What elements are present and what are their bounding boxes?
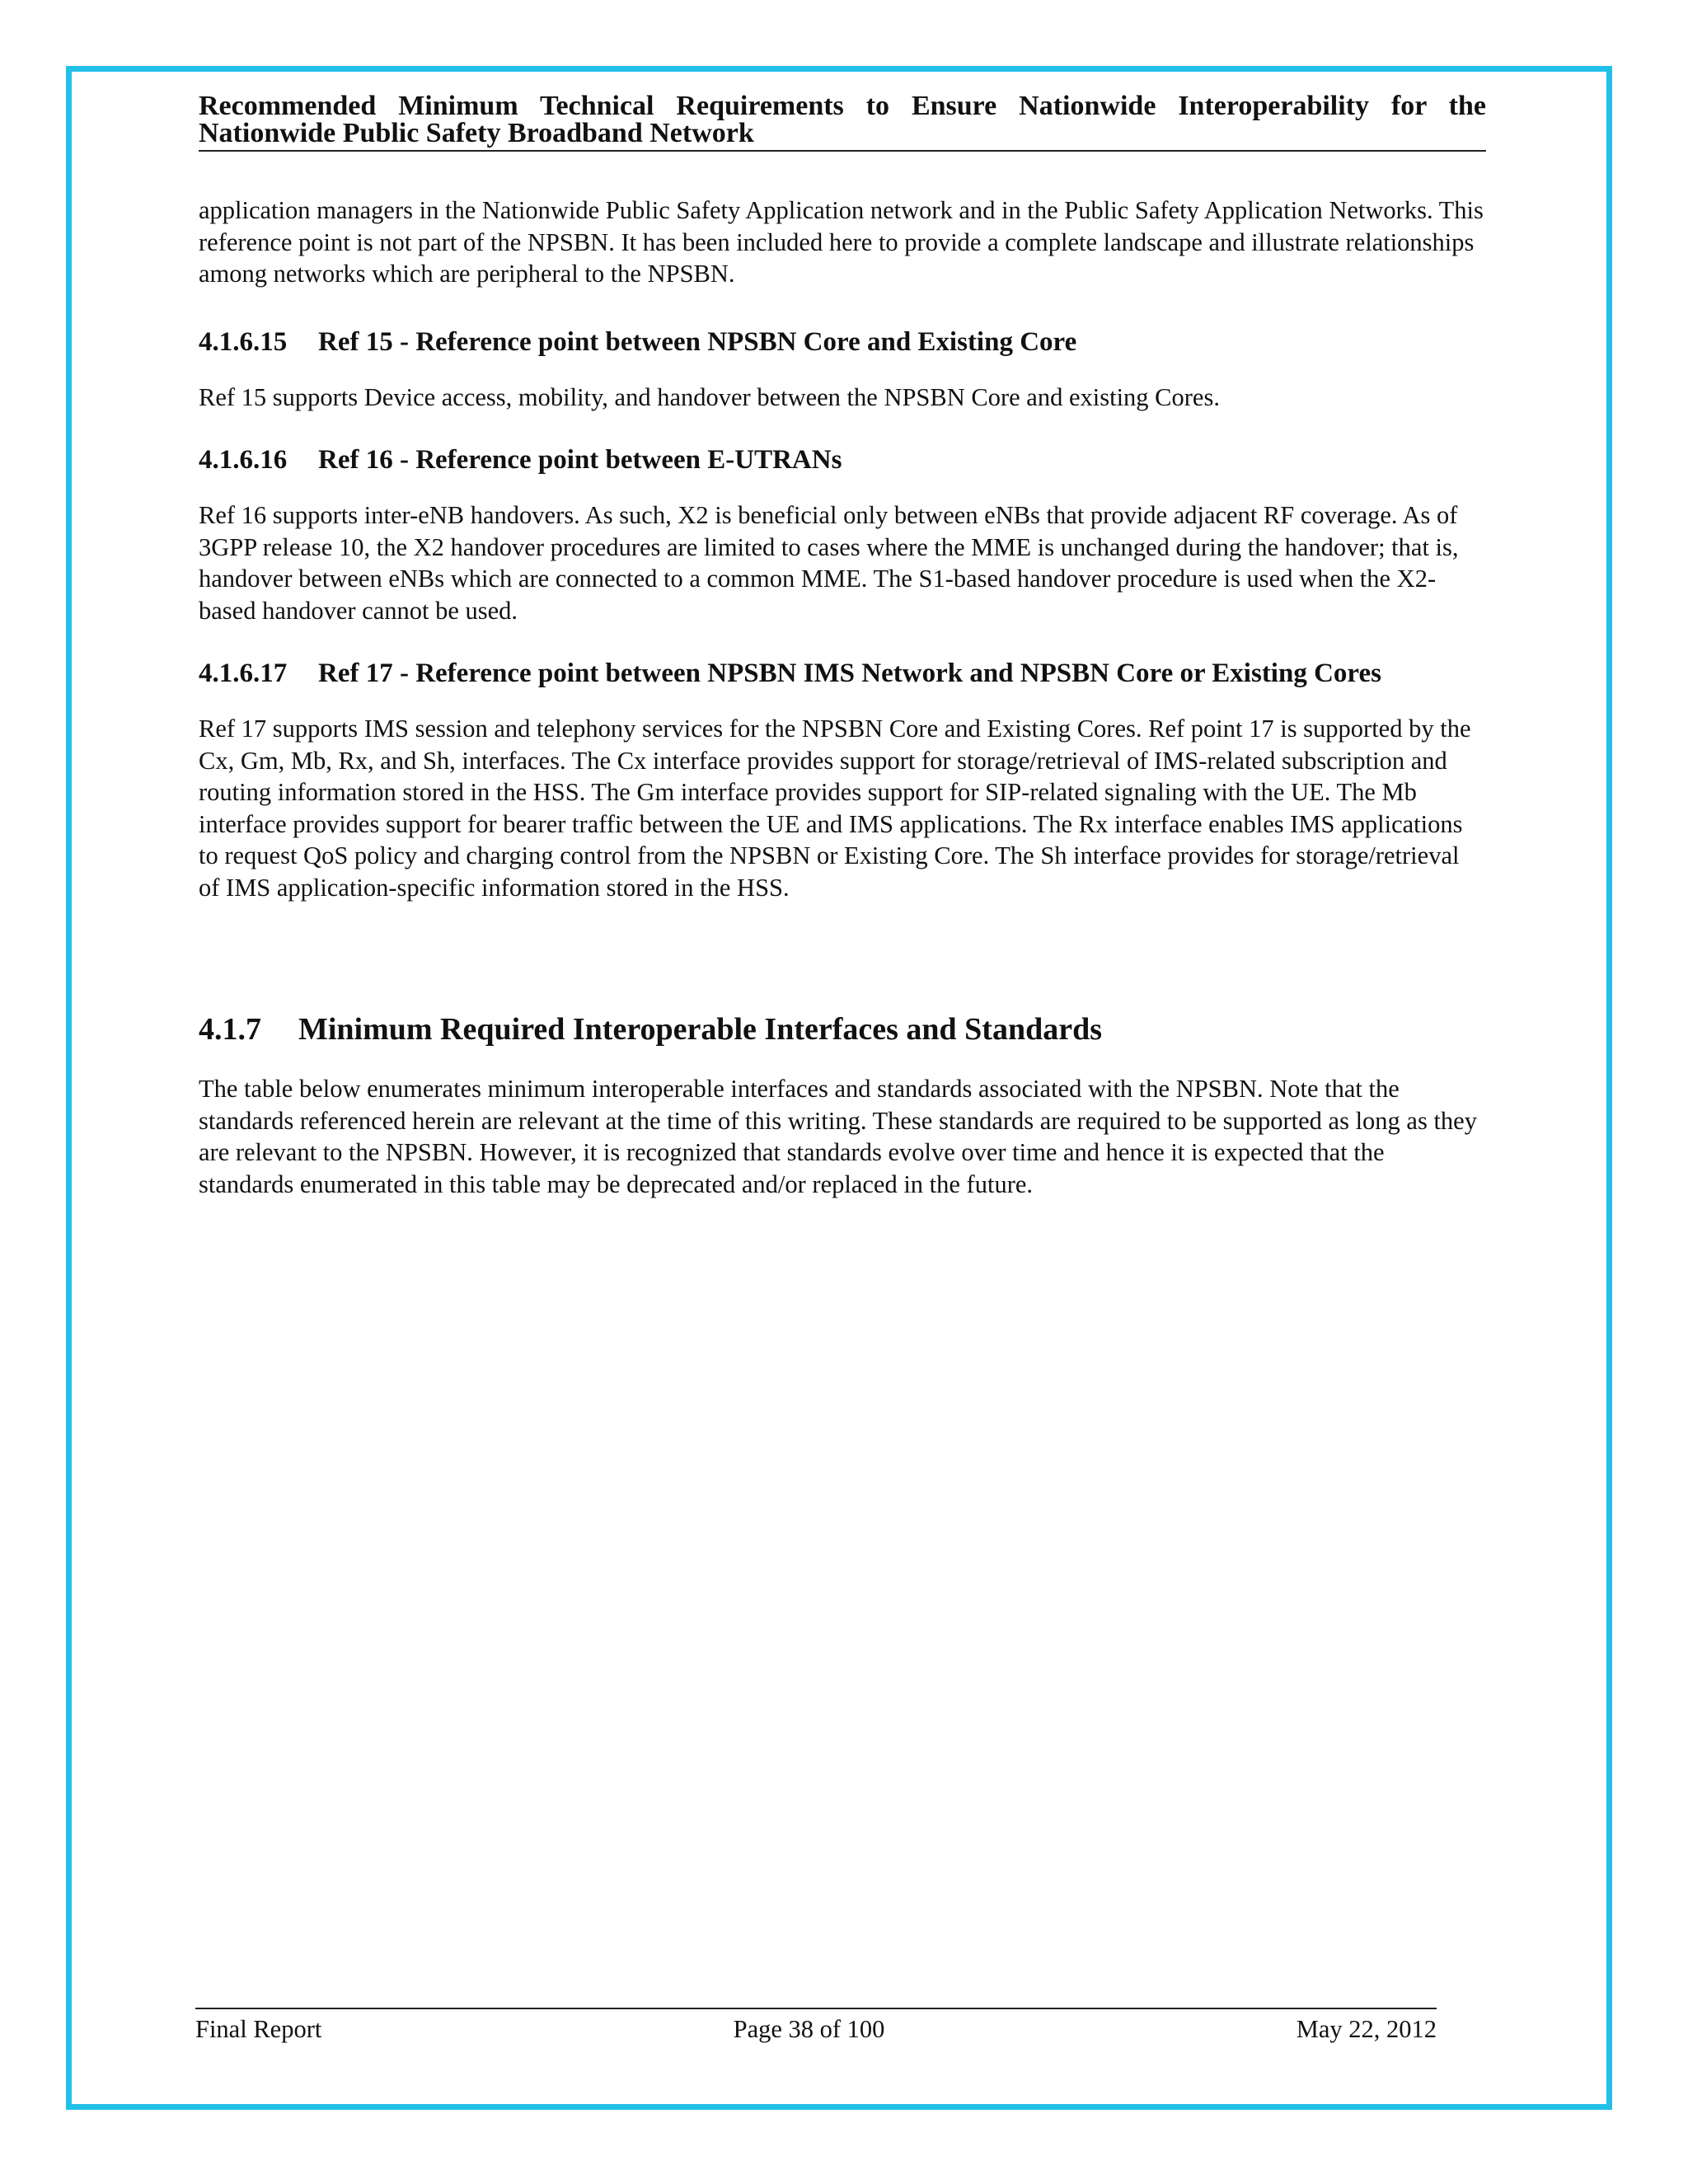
page-header [199,92,1486,152]
section-paragraph: Ref 15 supports Device access, mobility, and handover between the NPSBN Core and existing Cores. [199,382,1220,411]
section-paragraph: The table below enumerates minimum interoperable interfaces and standards associated with the NPSBN. Note that the standards referenced herein are relevant at the time of this writing. These standards are required to be supported as long as they are relevant to the NPSBN. However, it is recognized that standards evolve over time and hence it is expected that the standards enumerated in this table may be deprecated and/or replaced in the future. [199,1075,1477,1198]
section-number: 4.1.6.17 [199,658,288,688]
page-number: Page 38 of 100 [733,2015,885,2043]
section-heading-4-1-7 [199,1010,1484,1048]
footer-date: May 22, 2012 [1296,2015,1437,2043]
section-number: 4.1.6.15 [199,326,288,357]
section-number: 4.1.7 [199,1012,261,1047]
section-title: Ref 16 - Reference point between E-UTRANs [318,445,842,475]
section-title: Minimum Required Interoperable Interfaces and Standards [298,1012,1103,1047]
intro-paragraph: application managers in the Nationwide Public Safety Application network and in the Public Safety Application Networks. This reference point is not part of the NPSBN. It has been included here to provide a complete landscape and illustrate relationships among networks which are peripheral to the NPSBN. [199,196,1484,288]
footer-report-label: Final Report [195,2015,322,2043]
page-footer [195,2008,1437,2044]
section-title: Ref 17 - Reference point between NPSBN IMS Network and NPSBN Core or Existing Cores [318,658,1381,688]
document-title: Recommended Minimum Technical Requirements to Ensure Nationwide Interoperability for the Nationwide Public Safety Broadband Network [199,91,1486,148]
section-paragraph: Ref 17 supports IMS session and telephony services for the NPSBN Core and Existing Cores. Ref point 17 is supported by the Cx, Gm, Mb, Rx, and Sh, interfaces. The Cx interface provides support for storage/retrieval of IMS-related subscription and routing information stored in the HSS. The Gm interface provides support for SIP-related signaling with the UE. The Mb interface provides support for bearer traffic between the UE and IMS applications. The Rx interface enables IMS applications to request QoS policy and charging control from the NPSBN or Existing Core. The Sh interface provides for storage/retrieval of IMS application-specific information stored in the HSS. [199,715,1471,902]
section-number: 4.1.6.16 [199,445,288,475]
section-paragraph: Ref 16 supports inter-eNB handovers. As such, X2 is beneficial only between eNBs that provide adjacent RF coverage. As of 3GPP release 10, the X2 handover procedures are limited to cases where the MME is unchanged during the handover; that is, handover between eNBs which are connected to a common MME. The S1-based handover procedure is used when the X2-based handover cannot be used. [199,501,1459,625]
section-heading-4-1-6-17 [199,656,1484,691]
page-content [199,194,1484,1200]
section-heading-4-1-6-16 [199,443,1484,477]
section-heading-4-1-6-15 [199,325,1484,359]
section-title: Ref 15 - Reference point between NPSBN Core and Existing Core [318,326,1077,357]
